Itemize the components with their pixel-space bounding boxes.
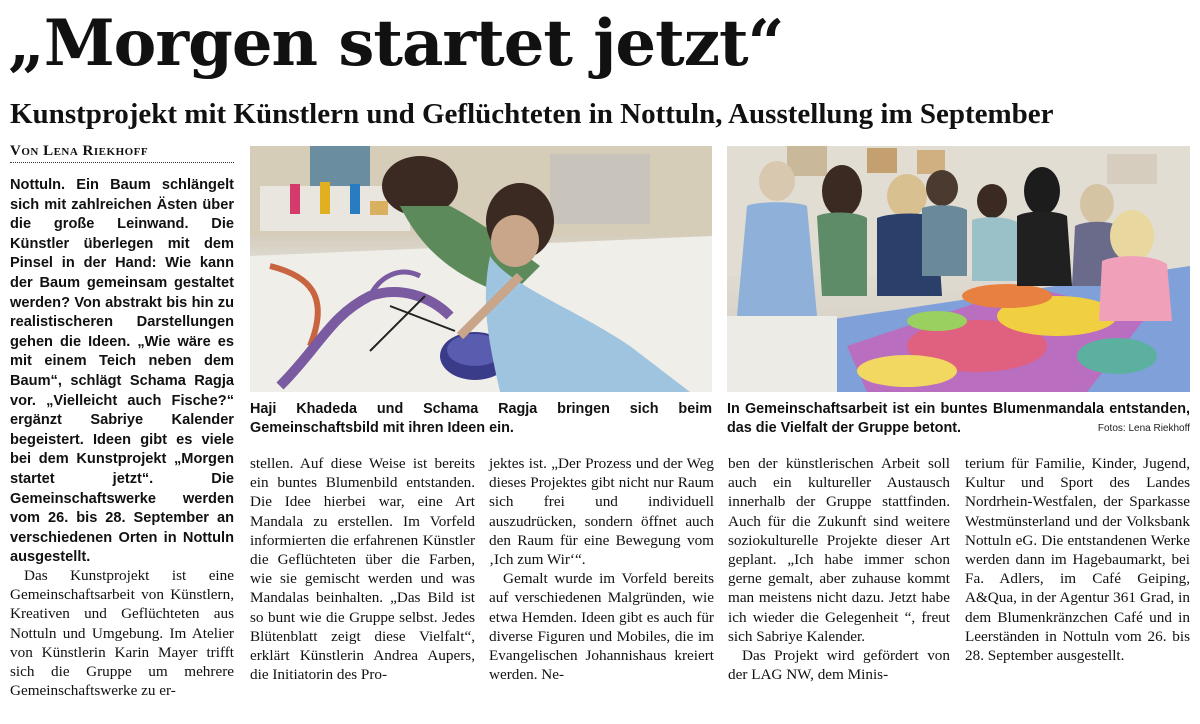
paragraph: Das Kunstprojekt ist eine Gemeinschaftsarbeit von Künstlern, Kreativen und Geflüchteten aus Nottuln und Umgebung. Im Atelier von Künstlerin Karin Mayer trifft sich die Gruppe um mehrere Gemeinschaftswerke zu er- [10, 567, 234, 700]
paragraph: jektes ist. „Der Prozess und der Weg dieses Projektes gibt nicht nur Raum sich frei und individuell auszudrücken, sondern öffnet auch den Raum für eine Bewegung vom ‚Ich zum Wir‘“. [489, 455, 714, 569]
article-column-1 [10, 566, 234, 700]
photo-credit: Fotos: Lena Riekhoff [1097, 423, 1190, 434]
subheadline: Kunstprojekt mit Künstlern und Geflüchteten in Nottuln, Ausstellung im September [10, 98, 1054, 130]
paragraph: terium für Familie, Kinder, Jugend, Kultur und Sport des Landes Nordrhein-Westfalen, der Sparkasse Westmünsterland und der Volksbank Nottuln eG. Die entstandenen Werke werden dann im Hagebaumarkt, bei Fa. Adlers, im Café Geiping, A&Qua, in der Agentur 361 Grad, in dem Blumenkränzchen Café und in Leerständen in Nottuln vom 26. bis 28. September ausgestellt. [965, 455, 1190, 665]
article-column-4 [728, 454, 950, 684]
paragraph: ben der künstlerischen Arbeit soll auch ein kultureller Austausch innerhalb der Gruppe stattfinden. Auch für die Zukunft sind weitere soziokulturelle Projekte dieser Art geplant. „Ich habe immer schon gerne gemalt, aber zuhause kommt man meistens nicht dazu. Jetzt habe ich wieder die Gelegenheit “, freut sich Sabriye Kalender. [728, 455, 950, 645]
lead-paragraph: Nottuln. Ein Baum schlängelt sich mit zahlreichen Ästen über die große Leinwand. Die Künstler überlegen mit dem Pinsel in der Hand: Wie kann der Baum gemeinsam gestaltet werden? Von abstrakt bis hin zu realistischeren Darstellungen gehen die Ideen. „Wie wäre es mit einem Teich neben dem Baum“, schlägt Schama Ragja vor. „Vielleicht auch Fische?“ ergänzt Sabriye Kalender begeistert. Ideen gibt es viele bei dem Kunstprojekt „Morgen startet jetzt“. Die Gemeinschaftswerke werden vom 26. bis 28. September an verschiedenen Orten in Nottuln ausgestellt. [10, 177, 234, 566]
photo-1-illustration [250, 146, 712, 392]
headline: „Morgen startet jetzt“ [8, 6, 784, 81]
photo-painting-women [250, 146, 712, 392]
photo-2-illustration [727, 146, 1190, 392]
byline: Von Lena Riekhoff [10, 143, 234, 163]
paragraph: Gemalt wurde im Vorfeld bereits auf verschiedenen Malgründen, wie etwa Hemden. Ideen gibt es auch für diverse Figuren und Mobiles, die im Evangelischen Johannishaus kreiert werden. Ne- [489, 570, 714, 684]
photo-group-mandala [727, 146, 1190, 392]
photo-1-caption: Haji Khadeda und Schama Ragja bringen sich beim Gemeinschaftsbild mit ihren Ideen ein. [250, 401, 712, 436]
article-column-5 [965, 454, 1190, 665]
paragraph: Das Projekt wird gefördert von der LAG NW, dem Minis- [728, 647, 950, 684]
article-column-2 [250, 454, 475, 684]
article-column-3 [489, 454, 714, 684]
photo-2-caption: In Gemeinschaftsarbeit ist ein buntes Blumenmandala entstanden, das die Vielfalt der Gruppe betont. [727, 401, 1190, 436]
paragraph: stellen. Auf diese Weise ist bereits ein buntes Blumenbild entstanden. Die Idee hierbei war, eine Art Mandala zu erstellen. Im Vorfeld informierten die erfahrenen Künstler die Geflüchteten über die Farben, wie sie gemischt werden und was Mandalas beinhalten. „Das Bild ist so bunt wie die Gruppe selbst. Jedes Blütenblatt zeigt diese Vielfalt“, erklärt Künstlerin Andrea Aupers, die Initiatorin des Pro- [250, 455, 475, 684]
